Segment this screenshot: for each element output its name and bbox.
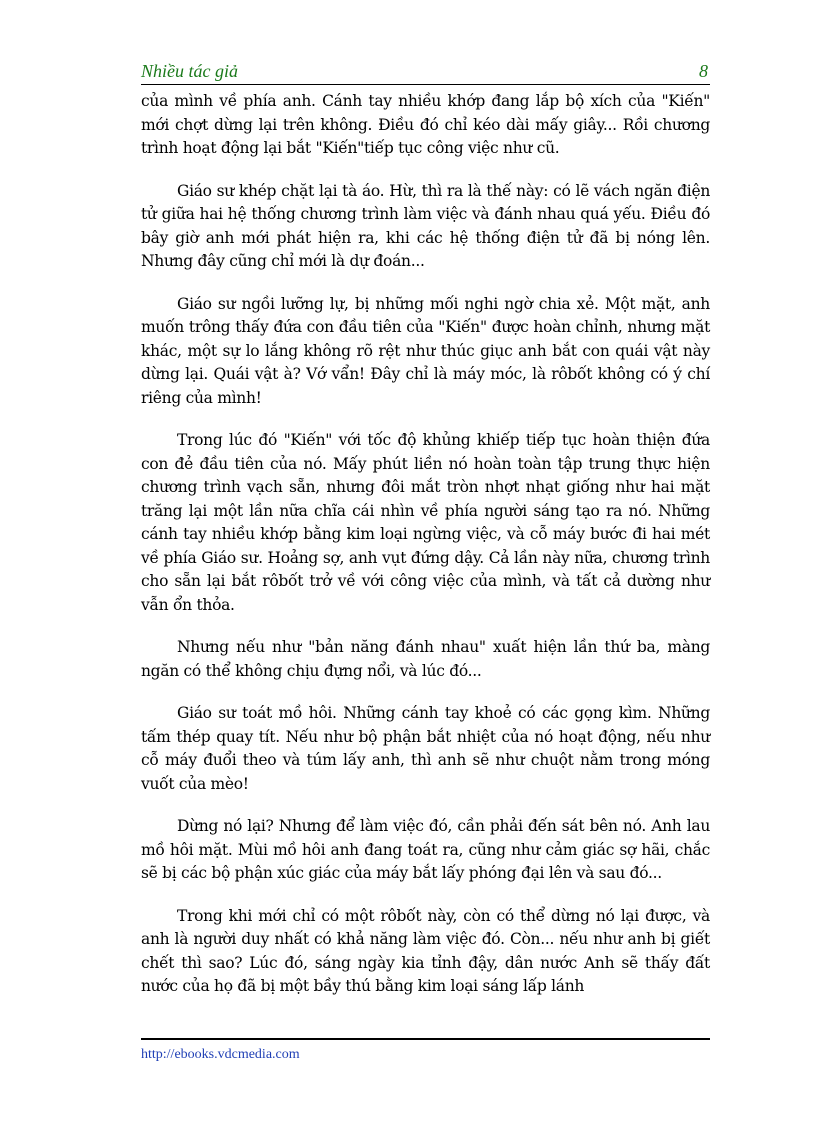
paragraph-3: Giáo sư ngồi lưỡng lự, bị những mối nghi ngờ chia xẻ. Một mặt, anh muốn trông thấy đứa con đầu tiên của "Kiến" được hoàn chỉnh, nhưng mặt khác, một sự lo lắng không rõ rệt như thúc giục anh bắt con quái vật này dừng lại. Quái vật à? Vớ vẩn! Đây chỉ là máy móc, là rôbốt không có ý chí riêng của mình! xyxy=(141,294,710,407)
footer-divider xyxy=(141,1038,710,1040)
body-text xyxy=(141,90,710,1018)
paragraph-5: Nhưng nếu như "bản năng đánh nhau" xuất hiện lần thứ ba, màng ngăn có thể không chịu đựng nổi, và lúc đó... xyxy=(141,638,710,680)
paragraph-8: Trong khi mới chỉ có một rôbốt này, còn có thể dừng nó lại được, và anh là người duy nhất có khả năng làm việc đó. Còn... nếu như anh bị giết chết thì sao? Lúc đó, sáng ngày kia tỉnh đậy, dân nước Anh sẽ thấy đất nước của họ đã bị một bầy thú bằng kim loại sáng lấp lánh xyxy=(141,906,710,995)
page-header xyxy=(141,60,710,85)
footer-url-link[interactable]: http://ebooks.vdcmedia.com xyxy=(141,1047,300,1062)
paragraph-1: của mình về phía anh. Cánh tay nhiều khớp đang lắp bộ xích của "Kiến" mới chợt dừng lại trên không. Điều đó chỉ kéo dài mấy giây... Rồi chương trình hoạt động lại bắt "Kiến"tiếp tục công việc như cũ. xyxy=(141,92,710,157)
paragraph-4: Trong lúc đó "Kiến" với tốc độ khủng khiếp tiếp tục hoàn thiện đứa con đẻ đầu tiên của nó. Mấy phút liền nó hoàn toàn tập trung thực hiện chương trình vạch sẵn, nhưng đôi mắt tròn nhợt nhạt giống như hai mặt trăng lại một lần nữa chĩa cái nhìn về phía người sáng tạo ra nó. Những cánh tay nhiều khớp bằng kim loại ngừng việc, và cỗ máy bước đi hai mét về phía Giáo sư. Hoảng sợ, anh vụt đứng dậy. Cả lần này nữa, chương trình cho sẵn lại bắt rôbốt trở về với công việc của mình, và tất cả dường như vẫn ổn thỏa. xyxy=(141,431,710,614)
page-number: 8 xyxy=(699,61,708,81)
paragraph-2: Giáo sư khép chặt lại tà áo. Hừ, thì ra là thế này: có lẽ vách ngăn điện tử giữa hai hệ thống chương trình làm việc và đánh nhau quá yếu. Điều đó bây giờ anh mới phát hiện ra, khi các hệ thống điện tử đã bị nóng lên. Nhưng đây cũng chỉ mới là dự đoán... xyxy=(141,181,710,270)
paragraph-6: Giáo sư toát mồ hôi. Những cánh tay khoẻ có các gọng kìm. Những tấm thép quay tít. Nếu như bộ phận bắt nhiệt của nó hoạt động, nếu như cỗ máy đuổi theo và túm lấy anh, thì anh sẽ như chuột nằm trong móng vuốt của mèo! xyxy=(141,704,710,793)
paragraph-7: Dừng nó lại? Nhưng để làm việc đó, cần phải đến sát bên nó. Anh lau mồ hôi mặt. Mùi mồ hôi anh đang toát ra, cũng như cảm giác sợ hãi, chắc sẽ bị các bộ phận xúc giác của máy bắt lấy phóng đại lên và sau đó... xyxy=(141,817,710,882)
header-author: Nhiều tác giả xyxy=(141,61,238,81)
